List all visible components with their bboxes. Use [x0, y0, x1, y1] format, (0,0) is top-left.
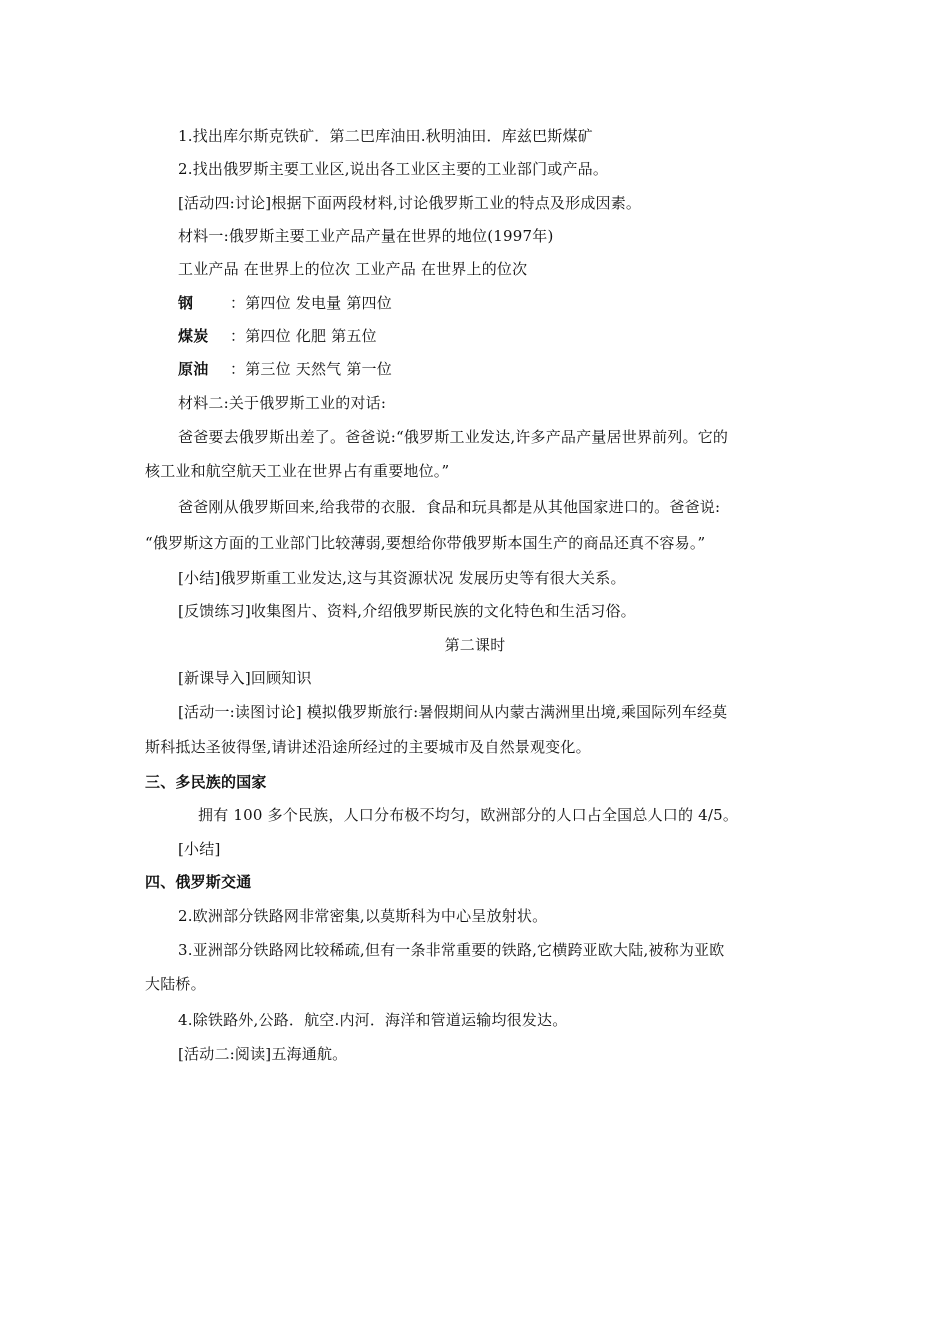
table-values: ：第四位 发电量 第四位: [230, 294, 392, 312]
table-header-row: 工业产品 在世界上的位次 工业产品 在世界上的位次: [178, 260, 528, 278]
paragraph-material-one: 材料一:俄罗斯主要工业产品产量在世界的地位(1997年): [178, 227, 554, 245]
paragraph-new-lesson: [新课导入]回顾知识: [178, 669, 312, 687]
table-term: 钢: [178, 294, 194, 312]
paragraph-dialogue-one-cont: 核工业和航空航天工业在世界占有重要地位。”: [145, 462, 450, 480]
table-term: 原油: [178, 360, 209, 378]
paragraph-dialogue-two: 爸爸刚从俄罗斯回来,给我带的衣服．食品和玩具都是从其他国家进口的。爸爸说:: [178, 498, 721, 516]
paragraph-asia-railways-cont: 大陆桥。: [145, 975, 206, 993]
table-values: ：第三位 天然气 第一位: [230, 360, 392, 378]
section-title-second-lesson: 第二课时: [444, 636, 506, 654]
paragraph-dialogue-two-cont: “俄罗斯这方面的工业部门比较薄弱,要想给你带俄罗斯本国生产的商品还真不容易。”: [145, 534, 706, 552]
paragraph-summary: [小结]俄罗斯重工业发达,这与其资源状况 发展历史等有很大关系。: [178, 569, 626, 587]
paragraph-activity-two: [活动二:阅读]五海通航。: [178, 1045, 348, 1063]
paragraph-ethnic-groups: 拥有 100 多个民族，人口分布极不均匀，欧洲部分的人口占全国总人口的 4/5。: [198, 806, 739, 824]
paragraph-material-two: 材料二:关于俄罗斯工业的对话:: [178, 394, 387, 412]
paragraph-other-transport: 4.除铁路外,公路．航空.内河．海洋和管道运输均很发达。: [178, 1011, 568, 1029]
paragraph-asia-railways: 3.亚洲部分铁路网比较稀疏,但有一条非常重要的铁路,它横跨亚欧大陆,被称为亚欧: [178, 941, 725, 959]
table-values: ：第四位 化肥 第五位: [230, 327, 377, 345]
paragraph-dialogue-one: 爸爸要去俄罗斯出差了。爸爸说:“俄罗斯工业发达,许多产品产量居世界前列。它的: [178, 428, 729, 446]
paragraph-europe-railways: 2.欧洲部分铁路网非常密集,以莫斯科为中心呈放射状。: [178, 907, 548, 925]
table-row: [178, 326, 377, 346]
paragraph-find-industrial-zones: 2.找出俄罗斯主要工业区,说出各工业区主要的工业部门或产品。: [178, 160, 609, 178]
paragraph-find-resources: 1.找出库尔斯克铁矿．第二巴库油田.秋明油田．库兹巴斯煤矿: [178, 127, 593, 145]
paragraph-activity-one: [活动一:读图讨论] 模拟俄罗斯旅行:暑假期间从内蒙古满洲里出境,乘国际列车经莫: [178, 703, 728, 721]
paragraph-activity-one-cont: 斯科抵达圣彼得堡,请讲述沿途所经过的主要城市及自然景观变化。: [145, 738, 591, 756]
table-term: 煤炭: [178, 327, 209, 345]
paragraph-feedback: [反馈练习]收集图片、资料,介绍俄罗斯民族的文化特色和生活习俗。: [178, 602, 636, 620]
heading-transport: 四、俄罗斯交通: [145, 873, 252, 891]
paragraph-activity-four: [活动四:讨论]根据下面两段材料,讨论俄罗斯工业的特点及形成因素。: [178, 194, 642, 212]
paragraph-summary-empty: [小结]: [178, 840, 221, 858]
heading-multi-ethnic: 三、多民族的国家: [145, 773, 267, 791]
table-row: [178, 359, 392, 379]
table-row: [178, 293, 392, 313]
